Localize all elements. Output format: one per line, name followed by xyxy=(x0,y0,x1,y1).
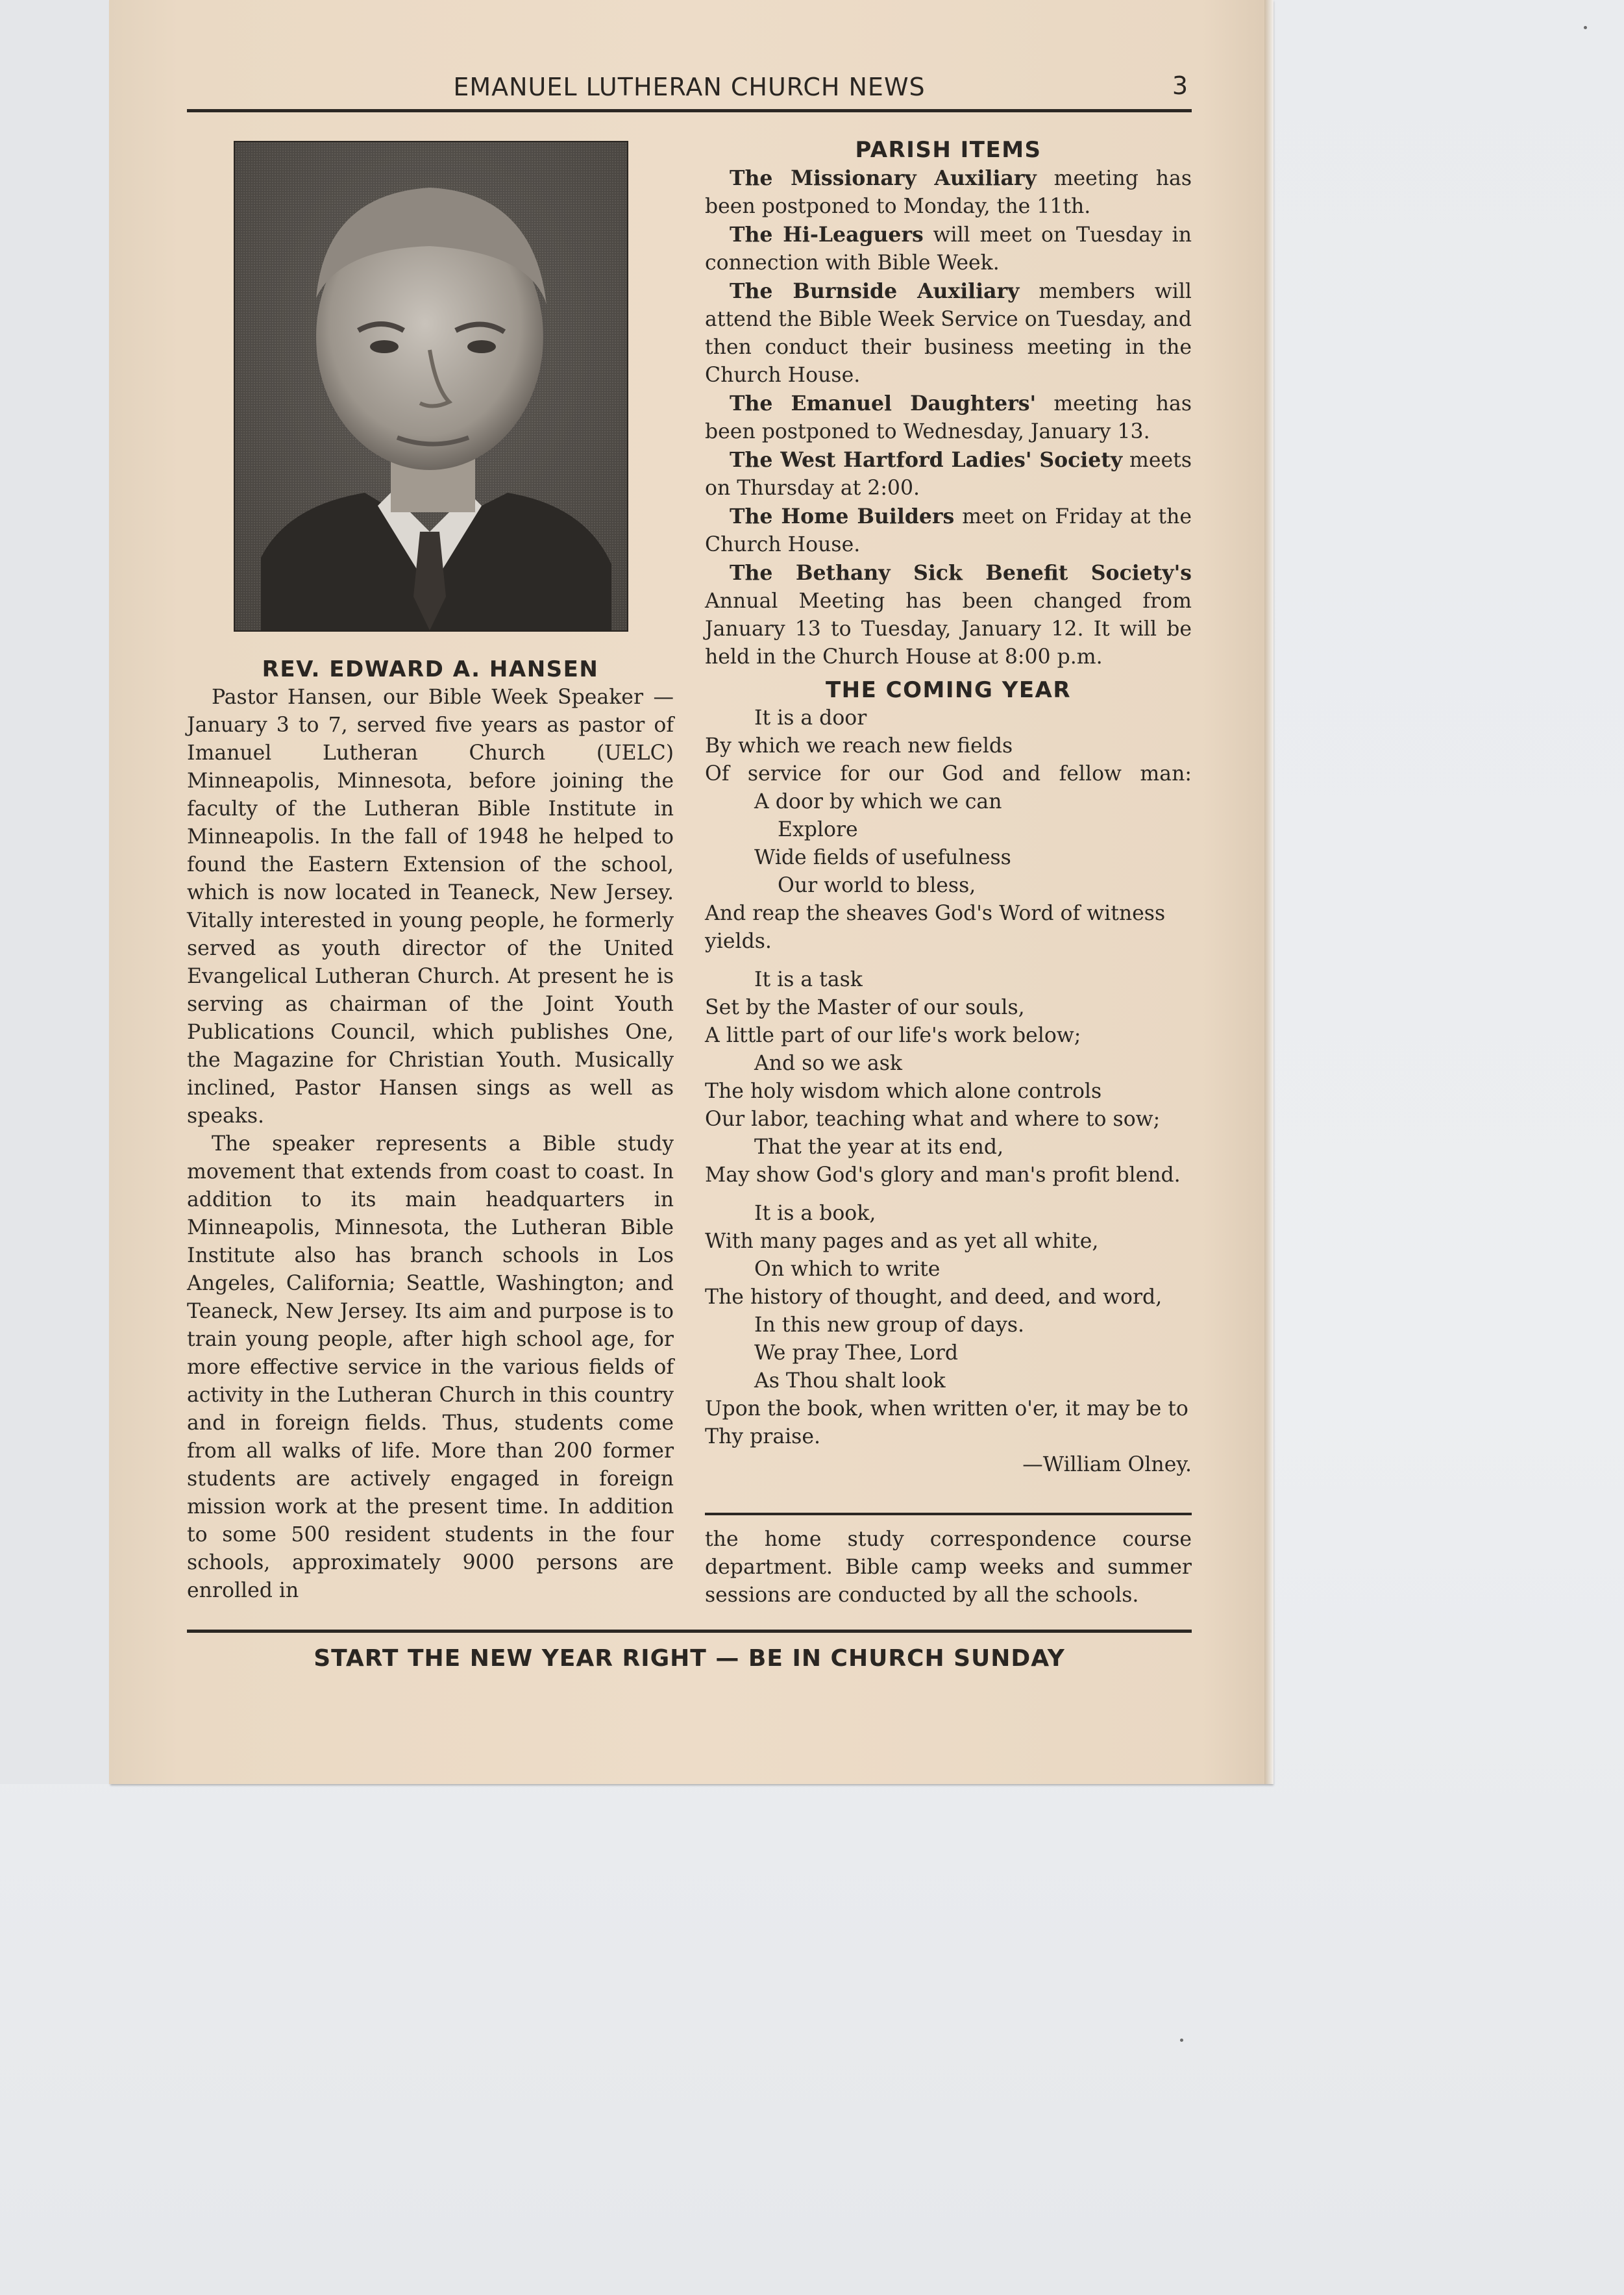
poem-line: May show God's glory and man's profit blend. xyxy=(705,1163,1181,1187)
parish-item-name: The Home Builders xyxy=(730,504,955,528)
poem-line: Of service for our God and fellow man: xyxy=(705,762,1192,786)
parish-item-text: meet on Friday at the Church House. xyxy=(705,505,1192,556)
poem-line: That the year at its end, xyxy=(754,1135,1004,1159)
poem-heading: THE COMING YEAR xyxy=(825,677,1072,703)
footer-slogan: START THE NEW YEAR RIGHT — BE IN CHURCH SUNDAY xyxy=(314,1645,1065,1672)
poem-line: As Thou shalt look xyxy=(754,1369,946,1393)
scan-speck xyxy=(1584,26,1587,29)
poem-line: Our world to bless, xyxy=(778,874,976,897)
poem-line: Set by the Master of our souls, xyxy=(705,996,1025,1019)
poem-line: And reap the sheaves God's Word of witness yields. xyxy=(705,902,1166,953)
parish-item-text: members will attend the Bible Week Service on Tuesday, and then conduct their business meeting in the Church House. xyxy=(705,280,1192,387)
parish-item-text: will meet on Tuesday in connection with Bible Week. xyxy=(705,223,1192,275)
scan-speck xyxy=(1180,2039,1183,2042)
poem-line: Our labor, teaching what and where to sow; xyxy=(705,1108,1161,1131)
poem-line: With many pages and as yet all white, xyxy=(705,1230,1099,1253)
poem-author: —William Olney. xyxy=(1022,1453,1192,1476)
parish-item xyxy=(705,446,1192,502)
poem-line: It is a book, xyxy=(754,1202,876,1225)
parish-item-name: The Missionary Auxiliary xyxy=(730,166,1037,190)
parish-item xyxy=(705,502,1192,559)
poem-line: It is a task xyxy=(754,968,863,991)
poem-line: And so we ask xyxy=(754,1052,903,1075)
article-paragraph: Pastor Hansen, our Bible Week Speaker —January 3 to 7, served five years as pastor of Imanuel Lutheran Church (UELC) Minneapolis, Minnesota, before joining the faculty of the Lutheran Bible Institute in Minneapolis. In the fall of 1948 he helped to found the Eastern Extension of the school, which is now located in Teaneck, New Jersey. Vitally interested in young people, he formerly served as youth director of the United Evangelical Lutheran Church. At present he is serving as chairman of the Joint Youth Publications Council, which publishes One, the Magazine for Christian Youth. Musically inclined, Pastor Hansen sings as well as speaks. xyxy=(187,686,674,1128)
poem-stanza xyxy=(705,1200,1192,1451)
parish-item-name: The Burnside Auxiliary xyxy=(730,279,1020,303)
parish-item-text: meeting has been postponed to Wednesday, January 13. xyxy=(705,392,1192,443)
scanner-margin xyxy=(0,0,109,1784)
parish-item xyxy=(705,559,1192,671)
poem-line: In this new group of days. xyxy=(754,1313,1025,1337)
newsletter-title: EMANUEL LUTHERAN CHURCH NEWS xyxy=(453,73,926,101)
poem-line: The holy wisdom which alone controls xyxy=(705,1080,1102,1103)
poem-line: The history of thought, and deed, and word, xyxy=(705,1285,1163,1309)
parish-item-name: The Bethany Sick Benefit Society's xyxy=(730,561,1192,585)
parish-item xyxy=(705,390,1192,446)
parish-item xyxy=(705,164,1192,221)
parish-item-name: The Hi-Leaguers xyxy=(730,223,924,247)
poem-stanza xyxy=(705,966,1192,1189)
poem-line: We pray Thee, Lord xyxy=(754,1341,958,1365)
parish-item-text: Annual Meeting has been changed from January 13 to Tuesday, January 12. It will be held in the Church House at 8:00 p.m. xyxy=(705,589,1192,669)
page-header xyxy=(187,70,1192,112)
poem-line: A little part of our life's work below; xyxy=(705,1024,1081,1047)
footer-divider xyxy=(187,1630,1192,1633)
parish-item xyxy=(705,277,1192,390)
poem-line: By which we reach new fields xyxy=(705,734,1013,758)
column-divider xyxy=(705,1513,1192,1515)
pastor-article xyxy=(187,656,674,1605)
poem-line: A door by which we can xyxy=(754,790,1002,813)
page-number: 3 xyxy=(1172,71,1188,100)
parish-item-name: The West Hartford Ladies' Society xyxy=(730,448,1123,472)
article-paragraph: The speaker represents a Bible study movement that extends from coast to coast. In addition to its main headquarters in Minneapolis, Minnesota, the Lutheran Bible Institute also has branch schools in Los Angeles, California; Seattle, Washington; and Teaneck, New Jersey. Its aim and purpose is to train young people, after high school age, for more effective service in the various fields of activity in the Lutheran Church in this country and in foreign fields. Thus, students come from all walks of life. More than 200 former students are actively engaged in foreign mission work at the present time. In addition to some 500 resident students in the four schools, approximately 9000 persons are enrolled in xyxy=(187,1132,674,1602)
poem-line: Wide fields of usefulness xyxy=(754,846,1011,869)
right-column xyxy=(705,136,1192,1479)
parish-item-name: The Emanuel Daughters' xyxy=(730,391,1037,416)
parish-item-text: meets on Thursday at 2:00. xyxy=(705,449,1192,500)
pastor-photo xyxy=(234,141,628,632)
article-continuation xyxy=(705,1526,1192,1609)
poem-line: On which to write xyxy=(754,1258,941,1281)
parish-item-text: meeting has been postponed to Monday, the 11th. xyxy=(705,167,1192,218)
continuation-text: the home study correspondence course department. Bible camp weeks and summer sessions are conducted by all the schools. xyxy=(705,1528,1192,1607)
poem-line: Explore xyxy=(778,818,858,841)
parish-item xyxy=(705,221,1192,277)
poem-line: It is a door xyxy=(754,706,867,730)
parish-items-heading: PARISH ITEMS xyxy=(855,137,1042,163)
pastor-heading: REV. EDWARD A. HANSEN xyxy=(262,656,599,682)
poem-stanza xyxy=(705,704,1192,956)
portrait-photo-icon xyxy=(235,142,627,630)
page-edge xyxy=(1264,0,1273,1784)
poem-line: Upon the book, when written o'er, it may be to Thy praise. xyxy=(705,1397,1188,1448)
